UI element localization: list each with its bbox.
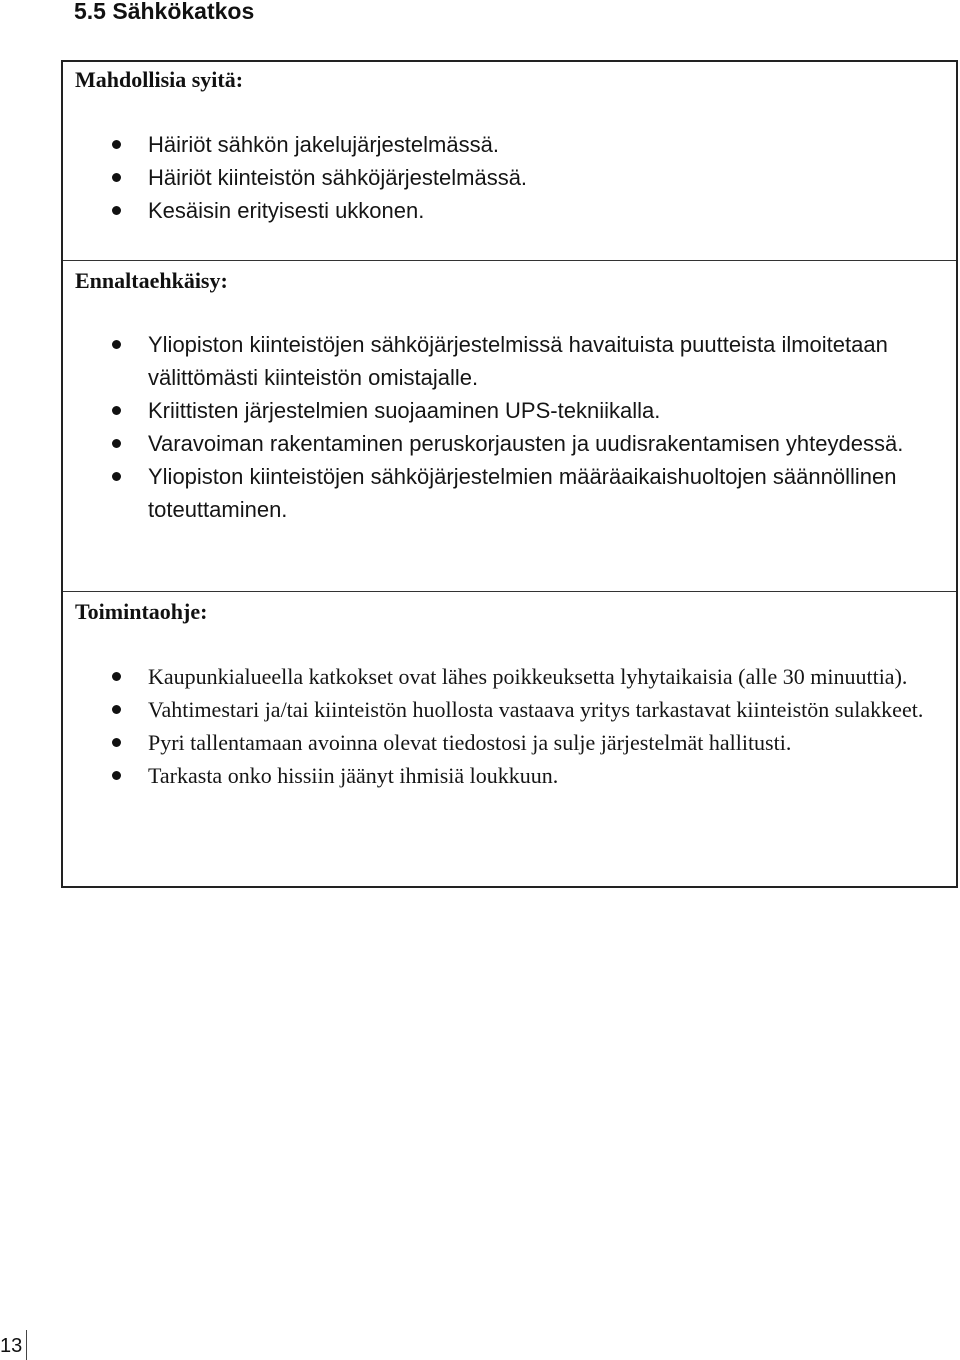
page-number-rule xyxy=(26,1330,27,1360)
bullet-icon xyxy=(112,406,121,415)
list-item xyxy=(63,128,956,161)
list-item xyxy=(63,693,956,726)
prevention-heading: Ennaltaehkäisy: xyxy=(75,268,228,293)
list-item xyxy=(63,759,956,792)
page-number: 13 xyxy=(0,1335,23,1357)
list-item xyxy=(63,161,956,194)
info-table xyxy=(61,60,958,888)
list-item-text: Kriittisten järjestelmien suojaaminen UPS-tekniikalla. xyxy=(148,398,661,423)
causes-heading: Mahdollisia syitä: xyxy=(75,67,244,92)
list-item xyxy=(63,328,956,394)
bullet-icon xyxy=(112,672,121,681)
list-item-text: Vahtimestari ja/tai kiinteistön huollosta vastaava yritys tarkastavat kiinteistön sulakkeet. xyxy=(148,697,924,722)
list-item xyxy=(63,427,956,460)
bullet-icon xyxy=(112,439,121,448)
list-item xyxy=(63,460,956,526)
bullet-icon xyxy=(112,705,121,714)
bullet-icon xyxy=(112,340,121,349)
instructions-list xyxy=(63,660,956,792)
list-item xyxy=(63,660,956,693)
list-item-text: Kesäisin erityisesti ukkonen. xyxy=(148,198,425,223)
list-item xyxy=(63,394,956,427)
bullet-icon xyxy=(112,738,121,747)
causes-list xyxy=(63,128,956,227)
list-item xyxy=(63,726,956,759)
list-item-text: Yliopiston kiinteistöjen sähköjärjestelmissä havaituista puutteista ilmoitetaan välittömästi kiinteistön omistajalle. xyxy=(148,332,888,390)
prevention-list xyxy=(63,328,956,526)
list-item-text: Varavoiman rakentaminen peruskorjausten ja uudisrakentamisen yhteydessä. xyxy=(148,431,904,456)
instructions-heading: Toimintaohje: xyxy=(75,599,208,624)
list-item xyxy=(63,194,956,227)
list-item-text: Pyri tallentamaan avoinna olevat tiedostosi ja sulje järjestelmät hallitusti. xyxy=(148,730,792,755)
bullet-icon xyxy=(112,206,121,215)
list-item-text: Häiriöt kiinteistön sähköjärjestelmässä. xyxy=(148,165,528,190)
bullet-icon xyxy=(112,771,121,780)
section-title: 5.5 Sähkökatkos xyxy=(74,0,255,24)
list-item-text: Yliopiston kiinteistöjen sähköjärjestelmien määräaikaishuoltojen säännöllinen toteuttaminen. xyxy=(148,464,897,522)
section-divider xyxy=(63,591,956,592)
bullet-icon xyxy=(112,472,121,481)
section-divider xyxy=(63,260,956,261)
list-item-text: Kaupunkialueella katkokset ovat lähes poikkeuksetta lyhytaikaisia (alle 30 minuuttia). xyxy=(148,664,908,689)
list-item-text: Häiriöt sähkön jakelujärjestelmässä. xyxy=(148,132,499,157)
list-item-text: Tarkasta onko hissiin jäänyt ihmisiä loukkuun. xyxy=(148,763,559,788)
bullet-icon xyxy=(112,140,121,149)
bullet-icon xyxy=(112,173,121,182)
